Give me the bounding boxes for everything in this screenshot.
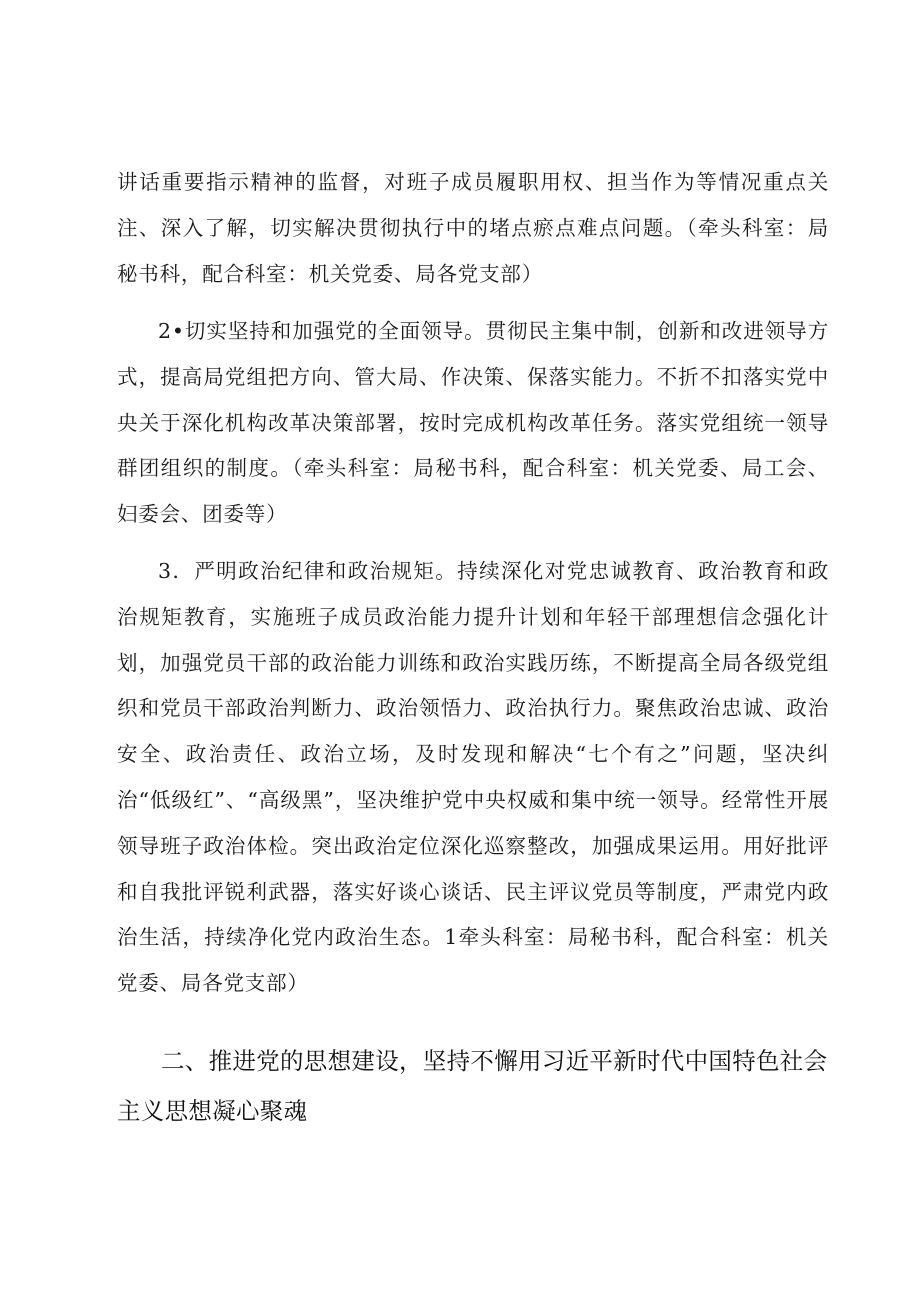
paragraph-continuation: 讲话重要指示精神的监督，对班子成员履职用权、担当作为等情况重点关注、深入了解，切实解决贯彻执行中的堵点瘀点难点问题。（牵头科室：局秘书科，配合科室：机关党委、局各党支部） [117, 170, 829, 286]
paragraph-item-2: 2•切实坚持和加强党的全面领导。贯彻民主集中制，创新和改进领导方式，提高局党组把方向、管大局、作决策、保落实能力。不折不扣落实党中央关于深化机构改革决策部署，按时完成机构改革任务。落实党组统一领导群团组织的制度。（牵头科室：局秘书科，配合科室：机关党委、局工会、妇委会、团委等） [117, 319, 829, 527]
paragraph-item-3: 3．严明政治纪律和政治规矩。持续深化对党忠诚教育、政治教育和政治规矩教育，实施班子成员政治能力提升计划和年轻干部理想信念强化计划，加强党员干部的政治能力训练和政治实践历练，不断提高全局各级党组织和党员干部政治判断力、政治领悟力、政治执行力。聚焦政治忠诚、政治安全、政治责任、政治立场，及时发现和解决“七个有之”问题，坚决纠治“低级红”、“高级黑”，坚决维护党中央权威和集中统一领导。经常性开展领导班子政治体检。突出政治定位深化巡察整改，加强成果运用。用好批评和自我批评锐利武器，落实好谈心谈话、民主评议党员等制度，严肃党内政治生活，持续净化党内政治生态。1牵头科室：局秘书科，配合科室：机关党委、局各党支部） [117, 559, 829, 996]
section-heading: 二、推进党的思想建设，坚持不懈用习近平新时代中国特色社会主义思想凝心聚魂 [117, 1047, 828, 1125]
